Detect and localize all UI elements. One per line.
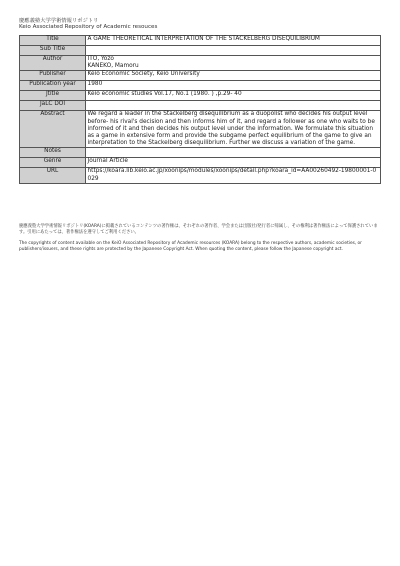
row-label-jtitle: Jtitle — [20, 91, 86, 101]
repository-name-en: Keio Associated Repository of Academic resouces — [19, 24, 158, 30]
row-label-url: URL — [20, 168, 86, 183]
table-row — [20, 101, 381, 111]
table-row — [20, 46, 381, 56]
row-value-jtitle: Keio economic studies Vol.17, No.1 (1980. ) ,p.29- 40 — [86, 91, 381, 101]
table-row — [20, 81, 381, 91]
row-label-title: Title — [20, 36, 86, 46]
row-label-genre: Genre — [20, 158, 86, 168]
row-value-genre: Journal Article — [86, 158, 381, 168]
repository-header — [19, 18, 157, 30]
table-row — [20, 36, 381, 46]
row-value-author: ITO, Yozo KANEKO, Mamoru — [86, 56, 381, 71]
table-row — [20, 56, 381, 71]
row-label-publisher: Publisher — [20, 71, 86, 81]
table-row — [20, 71, 381, 81]
row-value-notes — [86, 148, 381, 158]
row-value-title: A GAME THEORETICAL INTERPRETATION OF THE STACKELBERG DISEQUILIBRIUM — [86, 36, 381, 46]
row-value-publication-year: 1980 — [86, 81, 381, 91]
row-value-subtitle — [86, 46, 381, 56]
row-label-author: Author — [20, 56, 86, 71]
copyright-notice-en: The copyrights of content available on the KeiO Associated Repository of Academic resources (KOARA) belong to the respective authors, academic societies, or publishers/issuers, and these rights are protected by the Japanese Copyright Act. When quoting the content, please follow the Japanese copyright act. — [19, 241, 362, 252]
row-label-publication-year: Publication year — [20, 81, 86, 91]
row-label-notes: Notes — [20, 148, 86, 158]
table-row — [20, 91, 381, 101]
repository-name-jp: 慶應義塾大学学術情報リポジトリ — [19, 18, 99, 24]
copyright-notice-jp: 慶應義塾大学学術情報リポジトリ(KOARA)に掲載されているコンテンツの著作権は、それぞれの著作者、学会または出版社/発行者に帰属し、その権利は著作権法によって保護されています。引用にあたっては、著作権法を遵守してご利用ください。 — [19, 224, 378, 235]
row-value-url[interactable]: https://koara.lib.keio.ac.jp/xoonips/modules/xoonips/detail.php?koara_id=AA00260492-19800001-0029 — [86, 168, 381, 183]
metadata-table — [19, 35, 381, 184]
row-label-abstract: Abstract — [20, 111, 86, 148]
row-label-jalc-doi: JaLC DOI — [20, 101, 86, 111]
table-row — [20, 168, 381, 183]
row-value-jalc-doi — [86, 101, 381, 111]
row-value-abstract: We regard a leader in the Stackelberg disequilibrium as a duopolist who decides his output level before- his rival's decision and then informs him of it, and regard a follower as one who waits to be informed of it and then decides his output level under the information. We formulate this situation as a game in extensive form and provide the subgame perfect equilibrium of the game to give an interpretation to the Stackelberg disequilibrium. Further we discuss a variation of the game. — [86, 111, 381, 148]
table-row — [20, 148, 381, 158]
row-label-subtitle: Sub Title — [20, 46, 86, 56]
table-row — [20, 111, 381, 148]
table-row — [20, 158, 381, 168]
row-value-publisher: Keio Economic Society, Keio University — [86, 71, 381, 81]
